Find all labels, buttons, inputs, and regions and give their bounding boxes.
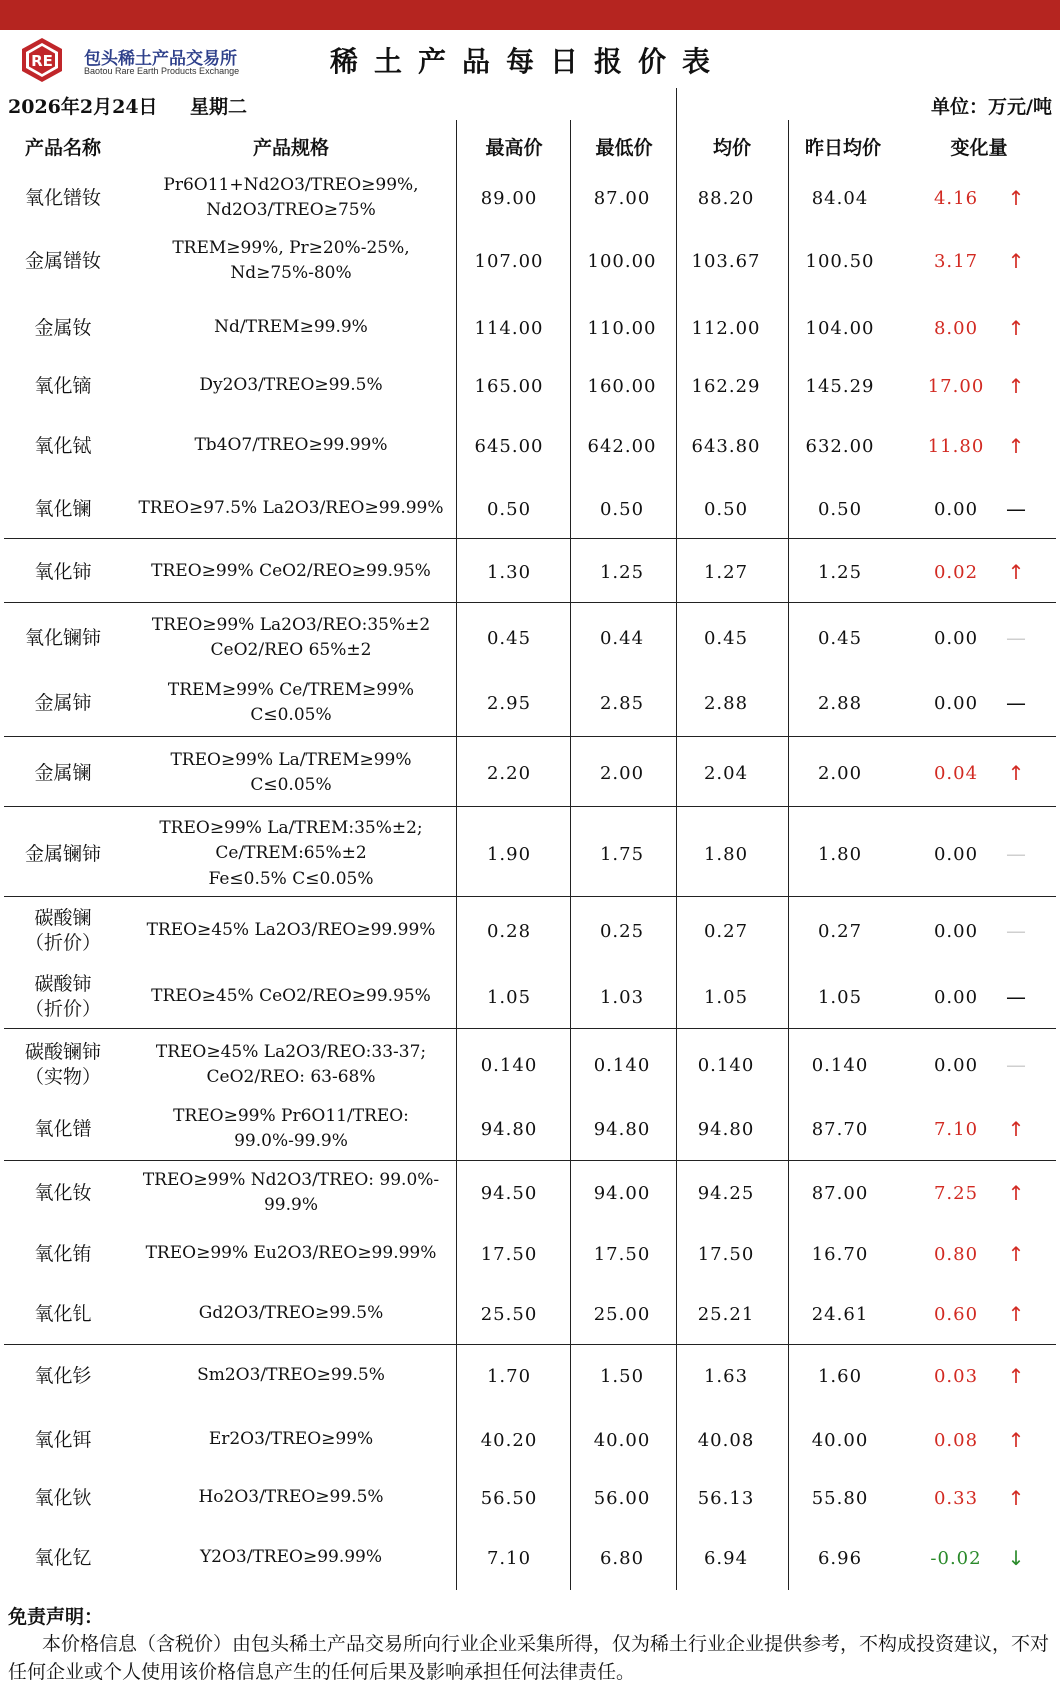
dash-icon: — <box>1006 985 1026 1009</box>
table-row <box>0 1528 1060 1588</box>
price-high: 94.80 <box>480 1118 538 1140</box>
product-spec: TREO≥45% La2O3/REO:33-37; CeO2/REO: 63-68% <box>155 1041 427 1087</box>
product-name: 碳酸镧 （折价） <box>24 907 101 954</box>
up-arrow-icon: ↑ <box>1007 1117 1025 1141</box>
product-spec: TREO≥99% La2O3/REO:35%±2 CeO2/REO 65%±2 <box>151 614 431 660</box>
price-prev-avg: 55.80 <box>811 1487 869 1509</box>
product-name: 氧化镨钕 <box>24 186 101 209</box>
price-high: 94.50 <box>480 1182 538 1204</box>
row-divider <box>4 896 1056 897</box>
product-name: 金属镨钕 <box>24 249 101 272</box>
page-title: 稀土产品每日报价表 <box>330 45 727 78</box>
price-high: 0.28 <box>486 920 532 942</box>
price-low: 94.00 <box>593 1182 651 1204</box>
price-avg: 162.29 <box>691 375 761 397</box>
price-avg: 6.94 <box>703 1547 749 1569</box>
product-name: 碳酸镧铈 （实物） <box>24 1041 101 1088</box>
price-high: 89.00 <box>480 187 538 209</box>
table-row <box>0 966 1060 1028</box>
price-high: 1.05 <box>486 986 532 1008</box>
product-spec: TREO≥99% La/TREM:35%±2; Ce/TREM:65%±2 Fe≤0.5% C≤0.05% <box>159 817 423 889</box>
price-low: 100.00 <box>587 250 657 272</box>
price-change: 0.02 <box>933 561 979 583</box>
price-high: 0.50 <box>486 498 532 520</box>
table-row <box>0 480 1060 538</box>
price-prev-avg: 24.61 <box>811 1303 869 1325</box>
table-row <box>0 1034 1060 1096</box>
price-high: 165.00 <box>474 375 544 397</box>
product-name: 氧化铕 <box>34 1242 92 1265</box>
price-low: 642.00 <box>587 435 657 457</box>
price-avg: 2.88 <box>703 692 749 714</box>
price-low: 160.00 <box>587 375 657 397</box>
report-date: 2026年2月24日 <box>8 96 158 118</box>
table-row <box>0 608 1060 668</box>
price-low: 1.25 <box>599 561 645 583</box>
price-change: 7.10 <box>933 1118 979 1140</box>
product-name: 氧化钆 <box>34 1302 92 1325</box>
table-row <box>0 1284 1060 1344</box>
price-low: 0.44 <box>599 627 645 649</box>
price-low: 1.50 <box>599 1365 645 1387</box>
price-high: 2.20 <box>486 762 532 784</box>
price-low: 17.50 <box>593 1243 651 1265</box>
product-name: 氧化镧 <box>34 497 92 520</box>
row-divider <box>4 1344 1056 1345</box>
logo-text: RE <box>31 52 53 70</box>
price-avg: 17.50 <box>697 1243 755 1265</box>
price-unit: 单位：万元/吨 <box>931 96 1052 118</box>
table-row <box>0 168 1060 228</box>
product-name: 氧化铽 <box>34 434 92 457</box>
disclaimer-text: 本价格信息（含税价）由包头稀土产品交易所向行业企业采集所得，仅为稀土行业企业提供参考，不构成投资建议，不对任何企业或个人使用该价格信息产生的任何后果及影响承担任何法律责任。 <box>8 1633 1050 1683</box>
price-change: 0.04 <box>933 762 979 784</box>
price-change: -0.02 <box>930 1547 982 1569</box>
top-banner <box>0 0 1060 30</box>
product-name: 氧化钕 <box>34 1181 92 1204</box>
product-name: 氧化铒 <box>34 1428 92 1451</box>
price-change: 0.00 <box>933 986 979 1008</box>
exchange-logo <box>18 36 66 84</box>
product-spec: TREO≥99% Pr6O11/TREO: 99.0%-99.9% <box>173 1105 409 1151</box>
price-change: 0.08 <box>933 1429 979 1451</box>
col-header-low: 最低价 <box>595 137 653 159</box>
price-low: 94.80 <box>593 1118 651 1140</box>
price-change: 0.00 <box>933 920 979 942</box>
report-weekday: 星期二 <box>190 96 248 118</box>
col-header-name: 产品名称 <box>24 137 101 159</box>
price-change: 3.17 <box>933 250 979 272</box>
price-low: 2.85 <box>599 692 645 714</box>
product-name: 氧化钬 <box>34 1486 92 1509</box>
price-high: 0.45 <box>486 627 532 649</box>
price-high: 645.00 <box>474 435 544 457</box>
table-row <box>0 1226 1060 1282</box>
price-prev-avg: 104.00 <box>805 317 875 339</box>
price-change: 0.80 <box>933 1243 979 1265</box>
table-row <box>0 812 1060 896</box>
dash-icon: — <box>1006 626 1026 650</box>
up-arrow-icon: ↑ <box>1007 560 1025 584</box>
dash-icon: — <box>1006 842 1026 866</box>
product-name: 金属钕 <box>34 316 92 339</box>
price-high: 56.50 <box>480 1487 538 1509</box>
up-arrow-icon: ↑ <box>1007 1428 1025 1452</box>
price-change: 7.25 <box>933 1182 979 1204</box>
col-header-avg: 均价 <box>712 137 751 159</box>
price-avg: 643.80 <box>691 435 761 457</box>
row-divider <box>4 538 1056 539</box>
col-header-spec: 产品规格 <box>252 137 329 159</box>
price-avg: 0.50 <box>703 498 749 520</box>
table-row <box>0 1410 1060 1470</box>
price-change: 0.03 <box>933 1365 979 1387</box>
price-high: 2.95 <box>486 692 532 714</box>
price-change: 0.00 <box>933 627 979 649</box>
up-arrow-icon: ↑ <box>1007 1486 1025 1510</box>
price-low: 40.00 <box>593 1429 651 1451</box>
up-arrow-icon: ↑ <box>1007 761 1025 785</box>
up-arrow-icon: ↑ <box>1007 1302 1025 1326</box>
price-prev-avg: 1.80 <box>817 843 863 865</box>
price-avg: 0.140 <box>697 1054 755 1076</box>
down-arrow-icon: ↓ <box>1007 1546 1025 1570</box>
price-low: 1.75 <box>599 843 645 865</box>
table-row <box>0 1346 1060 1406</box>
price-change: 8.00 <box>933 317 979 339</box>
price-high: 0.140 <box>480 1054 538 1076</box>
price-high: 25.50 <box>480 1303 538 1325</box>
price-low: 110.00 <box>587 317 657 339</box>
product-spec: TREO≥45% La2O3/REO≥99.99% <box>146 920 436 941</box>
col-header-high: 最高价 <box>485 137 543 159</box>
price-prev-avg: 1.25 <box>817 561 863 583</box>
table-row <box>0 1098 1060 1160</box>
product-spec: TREM≥99% Ce/TREM≥99% C≤0.05% <box>167 679 415 725</box>
product-spec: Er2O3/TREO≥99% <box>208 1429 374 1450</box>
table-row <box>0 230 1060 292</box>
table-row <box>0 670 1060 736</box>
price-prev-avg: 40.00 <box>811 1429 869 1451</box>
row-divider <box>4 1028 1056 1029</box>
product-name: 氧化镝 <box>34 374 92 397</box>
product-name: 金属铈 <box>34 691 92 714</box>
price-avg: 0.45 <box>703 627 749 649</box>
price-avg: 88.20 <box>697 187 755 209</box>
product-name: 氧化镨 <box>34 1117 92 1140</box>
up-arrow-icon: ↑ <box>1007 434 1025 458</box>
price-prev-avg: 0.27 <box>817 920 863 942</box>
price-change: 0.60 <box>933 1303 979 1325</box>
price-prev-avg: 84.04 <box>811 187 869 209</box>
table-row <box>0 900 1060 962</box>
price-prev-avg: 6.96 <box>817 1547 863 1569</box>
disclaimer-heading: 免责声明： <box>8 1606 104 1628</box>
price-prev-avg: 145.29 <box>805 375 875 397</box>
product-spec: Sm2O3/TREO≥99.5% <box>197 1365 385 1386</box>
dash-icon: — <box>1006 497 1026 521</box>
price-avg: 1.27 <box>703 561 749 583</box>
price-low: 0.50 <box>599 498 645 520</box>
product-spec: TREO≥45% CeO2/REO≥99.95% <box>151 986 431 1007</box>
col-header-change: 变化量 <box>950 137 1008 159</box>
price-prev-avg: 2.00 <box>817 762 863 784</box>
product-spec: TREO≥97.5% La2O3/REO≥99.99% <box>138 498 444 519</box>
col-header-prev: 昨日均价 <box>804 137 881 159</box>
price-prev-avg: 0.50 <box>817 498 863 520</box>
price-prev-avg: 1.60 <box>817 1365 863 1387</box>
up-arrow-icon: ↑ <box>1007 374 1025 398</box>
product-spec: TREO≥99% Nd2O3/TREO: 99.0%- 99.9% <box>142 1169 440 1215</box>
row-divider <box>4 806 1056 807</box>
row-divider <box>4 602 1056 603</box>
product-name: 金属镧铈 <box>24 842 101 865</box>
product-name: 金属镧 <box>34 761 92 784</box>
table-row <box>0 358 1060 414</box>
product-name: 碳酸铈 （折价） <box>24 973 101 1020</box>
price-high: 1.30 <box>486 561 532 583</box>
up-arrow-icon: ↑ <box>1007 1181 1025 1205</box>
price-avg: 94.80 <box>697 1118 755 1140</box>
dash-icon: — <box>1006 919 1026 943</box>
table-row <box>0 1470 1060 1526</box>
up-arrow-icon: ↑ <box>1007 249 1025 273</box>
product-name: 氧化镧铈 <box>24 626 101 649</box>
price-high: 17.50 <box>480 1243 538 1265</box>
product-spec: Nd/TREM≥99.9% <box>214 317 368 338</box>
table-row <box>0 300 1060 356</box>
price-high: 107.00 <box>474 250 544 272</box>
price-prev-avg: 100.50 <box>805 250 875 272</box>
price-low: 0.140 <box>593 1054 651 1076</box>
price-low: 25.00 <box>593 1303 651 1325</box>
product-spec: Ho2O3/TREO≥99.5% <box>198 1487 384 1508</box>
price-low: 1.03 <box>599 986 645 1008</box>
price-prev-avg: 0.45 <box>817 627 863 649</box>
price-high: 40.20 <box>480 1429 538 1451</box>
price-avg: 25.21 <box>697 1303 755 1325</box>
product-spec: Gd2O3/TREO≥99.5% <box>198 1303 384 1324</box>
price-avg: 56.13 <box>697 1487 755 1509</box>
product-spec: Pr6O11+Nd2O3/TREO≥99%, Nd2O3/TREO≥75% <box>163 174 419 220</box>
price-prev-avg: 87.00 <box>811 1182 869 1204</box>
product-spec: Tb4O7/TREO≥99.99% <box>194 435 388 456</box>
price-low: 0.25 <box>599 920 645 942</box>
up-arrow-icon: ↑ <box>1007 316 1025 340</box>
price-low: 56.00 <box>593 1487 651 1509</box>
price-prev-avg: 632.00 <box>805 435 875 457</box>
product-spec: TREM≥99%, Pr≥20%-25%, Nd≥75%-80% <box>172 237 410 283</box>
price-avg: 40.08 <box>697 1429 755 1451</box>
up-arrow-icon: ↑ <box>1007 1242 1025 1266</box>
price-change: 11.80 <box>927 435 985 457</box>
dash-icon: — <box>1006 1053 1026 1077</box>
product-spec: TREO≥99% CeO2/REO≥99.95% <box>151 561 431 582</box>
org-name-en: Baotou Rare Earth Products Exchange <box>84 66 240 76</box>
price-prev-avg: 87.70 <box>811 1118 869 1140</box>
price-high: 1.90 <box>486 843 532 865</box>
price-change: 0.33 <box>933 1487 979 1509</box>
product-spec: TREO≥99% La/TREM≥99% C≤0.05% <box>170 749 412 795</box>
price-avg: 0.27 <box>703 920 749 942</box>
product-name: 氧化钇 <box>34 1546 92 1569</box>
price-avg: 1.05 <box>703 986 749 1008</box>
price-avg: 112.00 <box>691 317 761 339</box>
row-divider <box>4 1160 1056 1161</box>
price-low: 87.00 <box>593 187 651 209</box>
price-avg: 103.67 <box>691 250 761 272</box>
price-low: 6.80 <box>599 1547 645 1569</box>
org-name-cn: 包头稀土产品交易所 <box>84 49 237 69</box>
price-prev-avg: 0.140 <box>811 1054 869 1076</box>
product-name: 氧化铈 <box>34 560 92 583</box>
product-spec: Y2O3/TREO≥99.99% <box>199 1547 383 1568</box>
price-high: 114.00 <box>474 317 544 339</box>
product-name: 氧化钐 <box>34 1364 92 1387</box>
table-row <box>0 416 1060 476</box>
table-row <box>0 1162 1060 1224</box>
price-change: 0.00 <box>933 498 979 520</box>
price-change: 4.16 <box>933 187 979 209</box>
price-prev-avg: 1.05 <box>817 986 863 1008</box>
price-prev-avg: 2.88 <box>817 692 863 714</box>
price-prev-avg: 16.70 <box>811 1243 869 1265</box>
table-row <box>0 740 1060 806</box>
product-spec: TREO≥99% Eu2O3/REO≥99.99% <box>145 1243 437 1264</box>
price-low: 2.00 <box>599 762 645 784</box>
row-divider <box>4 736 1056 737</box>
price-high: 1.70 <box>486 1365 532 1387</box>
up-arrow-icon: ↑ <box>1007 186 1025 210</box>
up-arrow-icon: ↑ <box>1007 1364 1025 1388</box>
price-avg: 1.80 <box>703 843 749 865</box>
price-change: 0.00 <box>933 1054 979 1076</box>
table-row <box>0 542 1060 602</box>
price-change: 17.00 <box>927 375 985 397</box>
dash-icon: — <box>1006 691 1026 715</box>
product-spec: Dy2O3/TREO≥99.5% <box>199 375 383 396</box>
price-avg: 94.25 <box>697 1182 755 1204</box>
price-high: 7.10 <box>486 1547 532 1569</box>
price-change: 0.00 <box>933 843 979 865</box>
price-avg: 2.04 <box>703 762 749 784</box>
price-avg: 1.63 <box>703 1365 749 1387</box>
price-change: 0.00 <box>933 692 979 714</box>
